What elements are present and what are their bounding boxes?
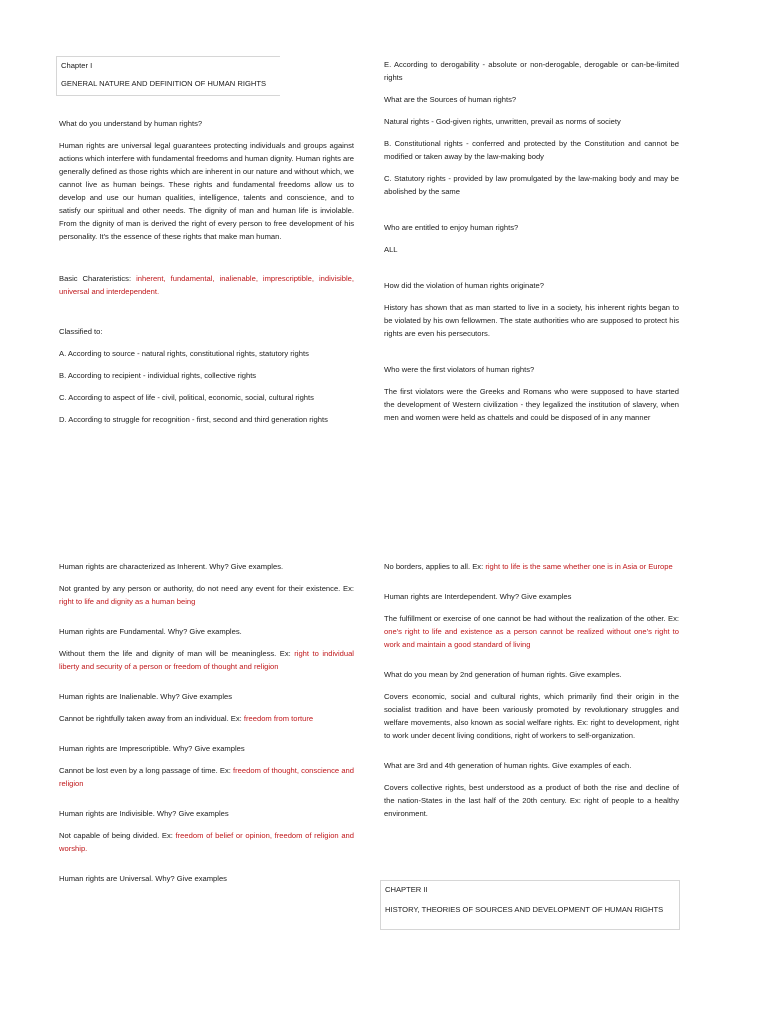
answer-universal: No borders, applies to all. Ex: right to life is the same whether one is in Asia or Europe [384, 562, 673, 571]
answer-first-violators: The first violators were the Greeks and Romans who were supposed to have started the development of Western civilization - they legalized the institution of slavery, when men and women were held as chattels and could be disposed of in any manner [384, 387, 679, 422]
question-second-generation: What do you mean by 2nd generation of human rights. Give examples. [384, 670, 622, 679]
chapter-2-header [380, 880, 680, 930]
question-origin: How did the violation of human rights originate? [384, 281, 544, 290]
question-fundamental: Human rights are Fundamental. Why? Give examples. [59, 627, 242, 636]
chapter-label: Chapter I [61, 61, 93, 70]
answer-fundamental: Without them the life and dignity of man will be meaningless. Ex: right to individual liberty and security of a person or freedom of thought and religion [59, 649, 354, 671]
question-entitled: Who are entitled to enjoy human rights? [384, 223, 519, 232]
classification-d: D. According to struggle for recognition - first, second and third generation rights [59, 415, 328, 424]
answer-all: ALL [384, 245, 398, 254]
right-top-column [384, 58, 679, 433]
question-indivisible: Human rights are Indivisible. Why? Give examples [59, 809, 229, 818]
left-bottom-column [59, 560, 354, 894]
left-top-column [59, 117, 354, 435]
question-universal: Human rights are Universal. Why? Give examples [59, 874, 227, 883]
answer-inalienable: Cannot be rightfully taken away from an individual. Ex: freedom from torture [59, 714, 314, 723]
question-first-violators: Who were the first violators of human rights? [384, 365, 535, 374]
question-what-are-human-rights: What do you understand by human rights? [59, 119, 203, 128]
answer-interdependent: The fulfillment or exercise of one cannot be had without the realization of the other. Ex: one's right to life and existence as a person cannot be realized without one's right to work and maintain a good standard of living [384, 614, 679, 649]
constitutional-rights: B. Constitutional rights - conferred and protected by the Constitution and cannot be modified or taken away by the law-making body [384, 139, 679, 161]
statutory-rights: C. Statutory rights - provided by law promulgated by the law-making body and may be abolished by the same [384, 174, 679, 196]
chapter-title: GENERAL NATURE AND DEFINITION OF HUMAN RIGHTS [61, 79, 267, 88]
question-inherent: Human rights are characterized as Inherent. Why? Give examples. [59, 562, 284, 571]
classified-heading: Classified to: [59, 327, 103, 336]
classification-b: B. According to recipient - individual rights, collective rights [59, 371, 257, 380]
question-interdependent: Human rights are Interdependent. Why? Give examples [384, 592, 572, 601]
chapter-2-label: CHAPTER II [385, 885, 428, 894]
answer-second-generation: Covers economic, social and cultural rights, which primarily find their origin in the socialist tradition and have been variously promoted by revolutionary struggles and welfare movements, also known as social welfare rights. Ex: right to development, right to work under decent living conditions, right of workers to self-organization. [384, 692, 679, 740]
natural-rights: Natural rights - God-given rights, unwritten, prevail as norms of society [384, 117, 621, 126]
answer-inherent: Not granted by any person or authority, do not need any event for their existence. Ex: right to life and dignity as a human being [59, 584, 354, 606]
basic-characteristics: Basic Charateristics: inherent, fundamental, inalienable, imprescriptible, indivisible, universal and interdependent. [59, 274, 354, 296]
answer-origin: History has shown that as man started to live in a society, his inherent rights began to be violated by his own fellowmen. The state authorities who are supposed to protect his rights are even his persecutors. [384, 303, 679, 338]
question-imprescriptible: Human rights are Imprescriptible. Why? Give examples [59, 744, 245, 753]
classification-e: E. According to derogability - absolute or non-derogable, derogable or can-be-limited rights [384, 60, 679, 82]
question-inalienable: Human rights are Inalienable. Why? Give examples [59, 692, 233, 701]
chapter-1-header [56, 56, 280, 96]
chapter-2-title: HISTORY, THEORIES OF SOURCES AND DEVELOPMENT OF HUMAN RIGHTS [385, 905, 664, 914]
answer-third-generation: Covers collective rights, best understood as a product of both the rise and decline of the nation-States in the last half of the 20th century. Ex: right of people to a healthy environment. [384, 783, 679, 818]
definition-paragraph: Human rights are universal legal guarantees protecting individuals and groups against actions which interfere with fundamental freedoms and human dignity. Human rights are generally defined as those rights which are inherent in our nature and without which, we cannot live as human beings. These rights and fundamental freedoms allow us to develop and use our human qualities, intelligence, talents and conscience, and to satisfy our spiritual and other needs. The dignity of man and human life is inviolable. From the dignity of man is derived the right of every person to free development of his personality. It's the essence of these rights that make man human. [59, 141, 354, 241]
right-bottom-column [384, 560, 679, 829]
question-sources: What are the Sources of human rights? [384, 95, 517, 104]
question-third-generation: What are 3rd and 4th generation of human rights. Give examples of each. [384, 761, 632, 770]
answer-imprescriptible: Cannot be lost even by a long passage of time. Ex: freedom of thought, conscience and religion [59, 766, 354, 788]
answer-indivisible: Not capable of being divided. Ex: freedom of belief or opinion, freedom of religion and worship. [59, 831, 355, 853]
classification-a: A. According to source - natural rights, constitutional rights, statutory rights [59, 349, 309, 358]
classification-c: C. According to aspect of life - civil, political, economic, social, cultural rights [59, 393, 314, 402]
